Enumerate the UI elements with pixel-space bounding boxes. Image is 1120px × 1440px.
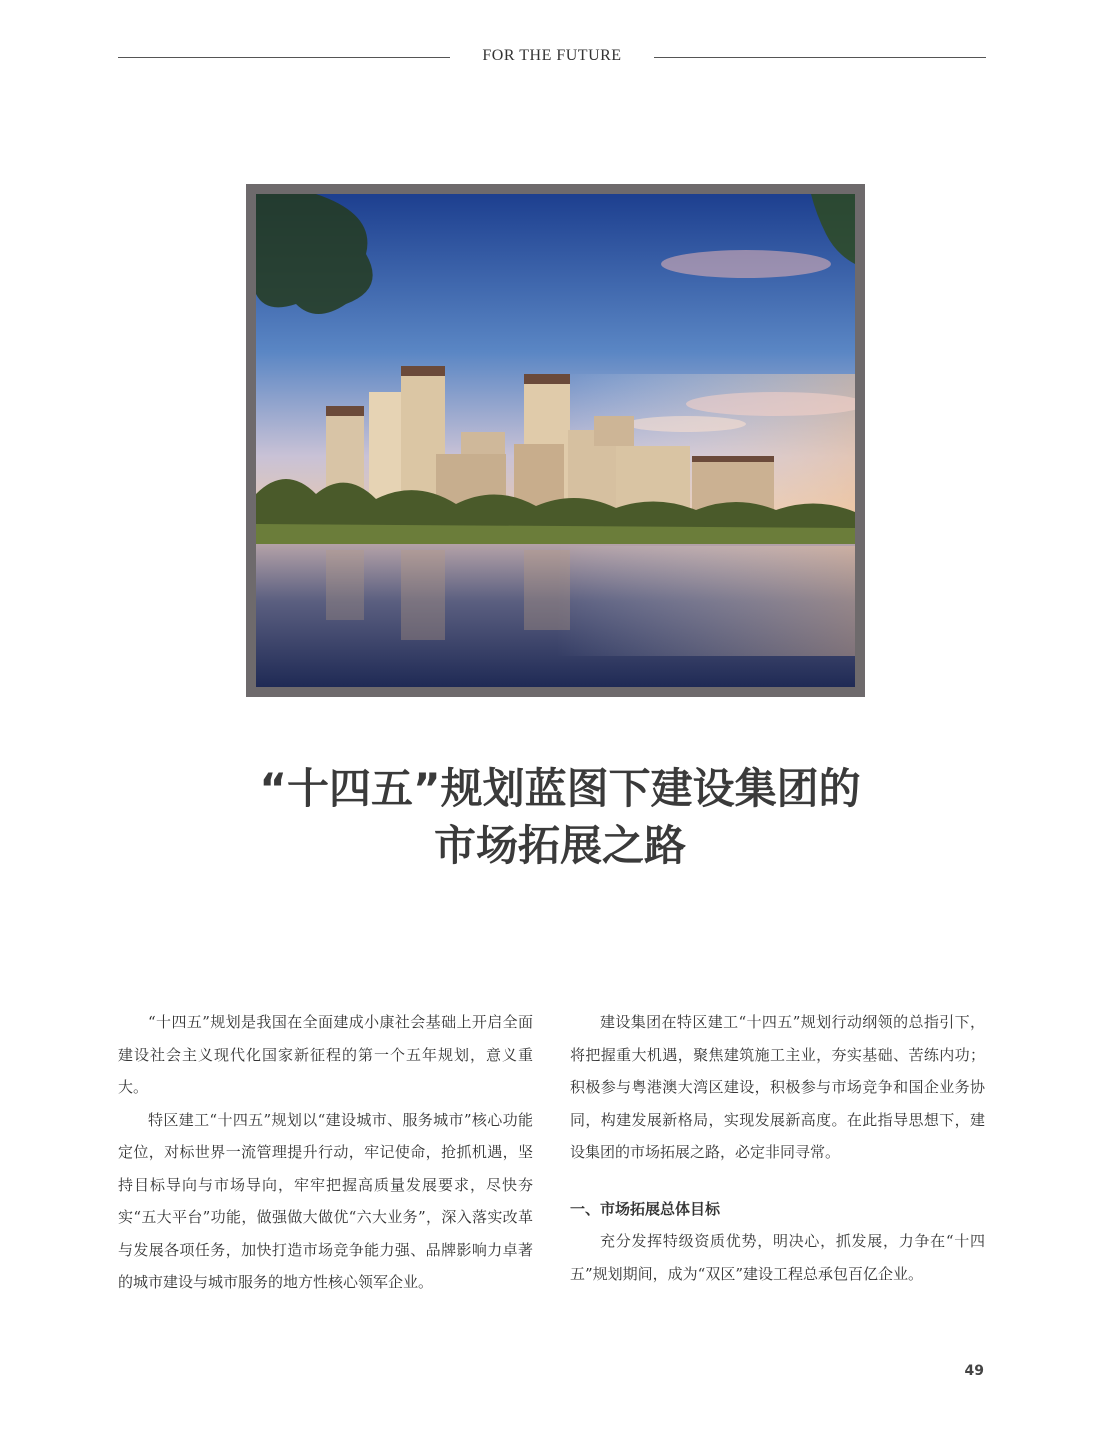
paragraph: 充分发挥特级资质优势，明决心，抓发展，力争在“十四五”规划期间，成为“双区”建设工程总承包百亿企业。 (570, 1232, 985, 1283)
right-column (570, 1006, 985, 1290)
running-header: FOR THE FUTURE (482, 47, 622, 64)
header-rule-right (654, 57, 986, 58)
left-column (118, 1006, 533, 1299)
title-line-1: “十四五”规划蓝图下建设集团的 (259, 764, 861, 813)
title-line-2: 市场拓展之路 (433, 821, 686, 870)
article-photo-frame (246, 184, 865, 697)
paragraph: 特区建工“十四五”规划以“建设城市、服务城市”核心功能定位，对标世界一流管理提升行动，牢记使命，抢抓机遇，坚持目标导向与市场导向，牢牢把握高质量发展要求，尽快夯实“五大平台”功能，做强做大做优“六大业务”，深入落实改革与发展各项任务，加快打造市场竞争能力强、品牌影响力卓著的城市建设与城市服务的地方性核心领军企业。 (118, 1110, 533, 1291)
page-number: 49 (964, 1363, 984, 1379)
header-rule-left (118, 57, 450, 58)
paragraph: 建设集团在特区建工“十四五”规划行动纲领的总指引下，将把握重大机遇，聚焦建筑施工主业，夯实基础、苦练内功；积极参与粤港澳大湾区建设，积极参与市场竞争和国企业务协同，构建发展新格局，实现发展新高度。在此指导思想下，建设集团的市场拓展之路，必定非同寻常。 (570, 1013, 985, 1161)
paragraph: “十四五”规划是我国在全面建成小康社会基础上开启全面建设社会主义现代化国家新征程的第一个五年规划，意义重大。 (118, 1013, 533, 1096)
residential-towers-photo (256, 194, 855, 687)
section-heading: 一、市场拓展总体目标 (570, 1199, 721, 1218)
article-title (110, 760, 1010, 874)
